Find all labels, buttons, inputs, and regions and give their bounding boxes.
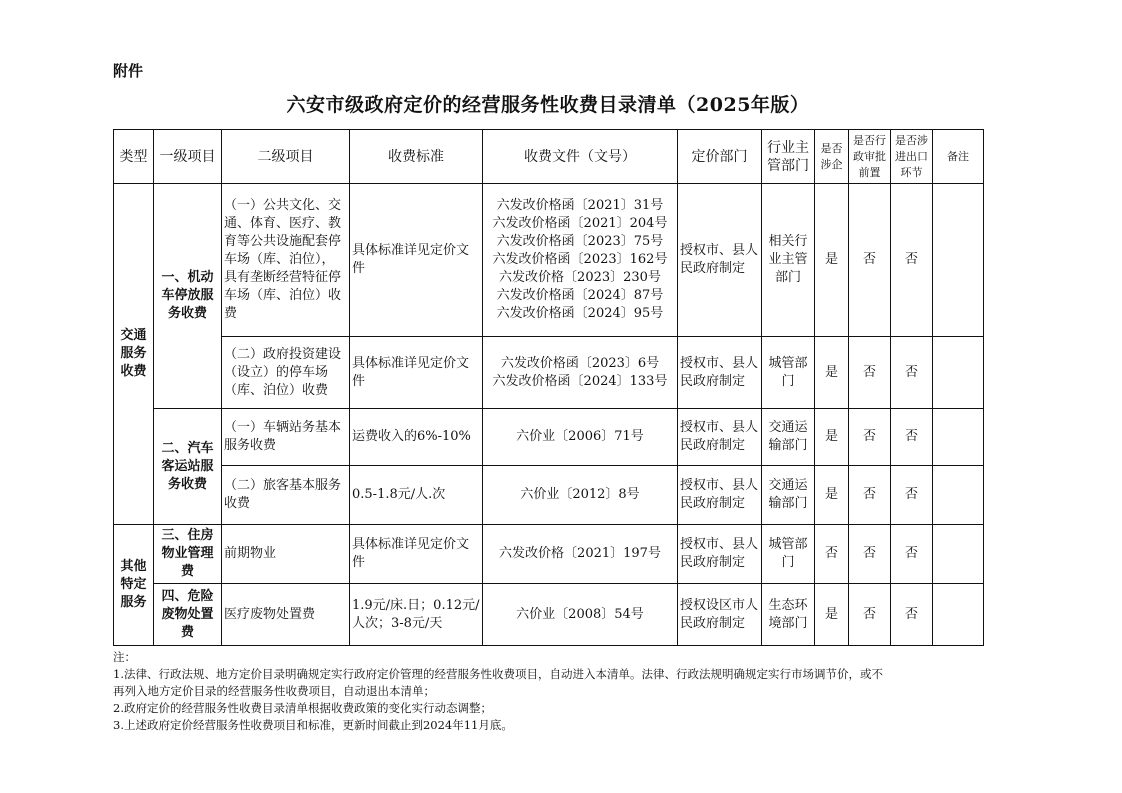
approval-cell: 否 — [849, 409, 891, 466]
import-export-cell: 否 — [891, 525, 933, 584]
document-cell — [483, 337, 678, 409]
industry-dept-cell: 交通运输部门 — [762, 409, 815, 466]
industry-dept-cell: 城管部门 — [762, 337, 815, 409]
approval-cell: 否 — [849, 525, 891, 584]
import-export-cell: 否 — [891, 466, 933, 525]
enterprise-cell: 是 — [815, 337, 849, 409]
header-remarks: 备注 — [933, 130, 984, 184]
industry-dept-cell: 相关行业主管部门 — [762, 184, 815, 337]
import-export-cell: 否 — [891, 409, 933, 466]
table-row — [114, 409, 984, 466]
level2-cell: （二）旅客基本服务收费 — [222, 466, 350, 525]
header-standard: 收费标准 — [350, 130, 483, 184]
pricing-dept-cell: 授权市、县人民政府制定 — [678, 409, 762, 466]
industry-dept-cell: 城管部门 — [762, 525, 815, 584]
pricing-dept-cell: 授权市、县人民政府制定 — [678, 184, 762, 337]
header-document: 收费文件（文号） — [483, 130, 678, 184]
level2-cell: （一）车辆站务基本服务收费 — [222, 409, 350, 466]
standard-cell: 具体标准详见定价文件 — [350, 337, 483, 409]
standard-cell: 具体标准详见定价文件 — [350, 184, 483, 337]
pricing-dept-cell: 授权市、县人民政府制定 — [678, 525, 762, 584]
document-number: 六发改价格〔2023〕230号 — [499, 270, 661, 285]
category-cell: 交通服务收费 — [114, 184, 154, 525]
fee-catalog-table — [113, 129, 984, 646]
pricing-dept-cell: 授权设区市人民政府制定 — [678, 584, 762, 646]
remarks-cell — [933, 409, 984, 466]
note-line: 3.上述政府定价经营服务性收费项目和标准，更新时间截止到2024年11月底。 — [113, 718, 513, 732]
standard-cell: 具体标准详见定价文件 — [350, 525, 483, 584]
level2-cell: 前期物业 — [222, 525, 350, 584]
enterprise-cell: 是 — [815, 184, 849, 337]
notes-section — [113, 649, 1013, 734]
header-pricing-dept: 定价部门 — [678, 130, 762, 184]
industry-dept-cell: 交通运输部门 — [762, 466, 815, 525]
approval-cell: 否 — [849, 337, 891, 409]
document-number: 六发改价格函〔2024〕95号 — [496, 306, 664, 321]
document-number: 六发改价格函〔2024〕87号 — [496, 288, 664, 303]
level1-cell: 二、汽车客运站服务收费 — [154, 409, 222, 525]
approval-cell: 否 — [849, 184, 891, 337]
level1-cell: 四、危险废物处置费 — [154, 584, 222, 646]
table-row — [114, 337, 984, 409]
standard-cell: 1.9元/床.日；0.12元/人次；3-8元/天 — [350, 584, 483, 646]
pricing-dept-cell: 授权市、县人民政府制定 — [678, 337, 762, 409]
level2-cell: （二）政府投资建设（设立）的停车场（库、泊位）收费 — [222, 337, 350, 409]
table-row — [114, 584, 984, 646]
document-cell — [483, 409, 678, 466]
remarks-cell — [933, 184, 984, 337]
import-export-cell: 否 — [891, 184, 933, 337]
remarks-cell — [933, 466, 984, 525]
enterprise-cell: 否 — [815, 525, 849, 584]
attachment-label: 附件 — [113, 62, 144, 80]
remarks-cell — [933, 584, 984, 646]
standard-cell: 0.5-1.8元/人.次 — [350, 466, 483, 525]
table-row — [114, 525, 984, 584]
standard-cell: 运费收入的6%-10% — [350, 409, 483, 466]
document-number: 六发改价格函〔2023〕162号 — [492, 252, 668, 267]
document-number: 六价业〔2012〕8号 — [520, 487, 640, 502]
note-line: 再列入地方定价目录的经营服务性收费项目，自动退出本清单； — [113, 684, 435, 698]
document-cell — [483, 525, 678, 584]
header-industry-dept: 行业主管部门 — [762, 130, 815, 184]
document-number: 六发改价格〔2021〕197号 — [499, 546, 661, 561]
table-row — [114, 184, 984, 337]
enterprise-cell: 是 — [815, 409, 849, 466]
document-number: 六发改价格函〔2023〕6号 — [500, 355, 660, 371]
notes-label: 注： — [113, 650, 136, 664]
header-admin-approval: 是否行政审批前置 — [849, 130, 891, 184]
note-line: 1.法律、行政法规、地方定价目录明确规定实行政府定价管理的经营服务性收费项目，自动进入本清单。法律、行政法规明确规定实行市场调节价，或不 — [113, 667, 883, 681]
document-number: 六价业〔2008〕54号 — [516, 606, 644, 622]
category-cell: 其他特定服务 — [114, 525, 154, 646]
enterprise-cell: 是 — [815, 584, 849, 646]
table-row — [114, 466, 984, 525]
document-number: 六发改价格函〔2021〕204号 — [492, 216, 668, 231]
level1-cell: 三、住房物业管理费 — [154, 525, 222, 584]
document-cell — [483, 466, 678, 525]
document-number: 六发改价格函〔2023〕75号 — [496, 234, 664, 249]
import-export-cell: 否 — [891, 337, 933, 409]
approval-cell: 否 — [849, 584, 891, 646]
header-level1: 一级项目 — [154, 130, 222, 184]
header-row — [114, 130, 984, 184]
level2-cell: 医疗废物处置费 — [222, 584, 350, 646]
document-title: 六安市级政府定价的经营服务性收费目录清单（2025年版） — [286, 94, 810, 116]
import-export-cell: 否 — [891, 584, 933, 646]
enterprise-cell: 是 — [815, 466, 849, 525]
header-involves-enterprise: 是否涉企 — [815, 130, 849, 184]
document-number: 六价业〔2006〕71号 — [516, 429, 644, 444]
document-cell — [483, 584, 678, 646]
approval-cell: 否 — [849, 466, 891, 525]
level2-cell: （一）公共文化、交通、体育、医疗、教育等公共设施配套停车场（库、泊位），具有垄断经营特征停车场（库、泊位）收费 — [222, 184, 350, 337]
note-line: 2.政府定价的经营服务性收费目录清单根据收费政策的变化实行动态调整； — [113, 701, 492, 715]
header-import-export: 是否涉进出口环节 — [891, 130, 933, 184]
document-cell — [483, 184, 678, 337]
remarks-cell — [933, 525, 984, 584]
remarks-cell — [933, 337, 984, 409]
document-number: 六发改价格函〔2024〕133号 — [492, 373, 668, 389]
document-number: 六发改价格函〔2021〕31号 — [496, 198, 664, 213]
pricing-dept-cell: 授权市、县人民政府制定 — [678, 466, 762, 525]
industry-dept-cell: 生态环境部门 — [762, 584, 815, 646]
header-level2: 二级项目 — [222, 130, 350, 184]
level1-cell: 一、机动车停放服务收费 — [154, 184, 222, 409]
header-type: 类型 — [114, 130, 154, 184]
